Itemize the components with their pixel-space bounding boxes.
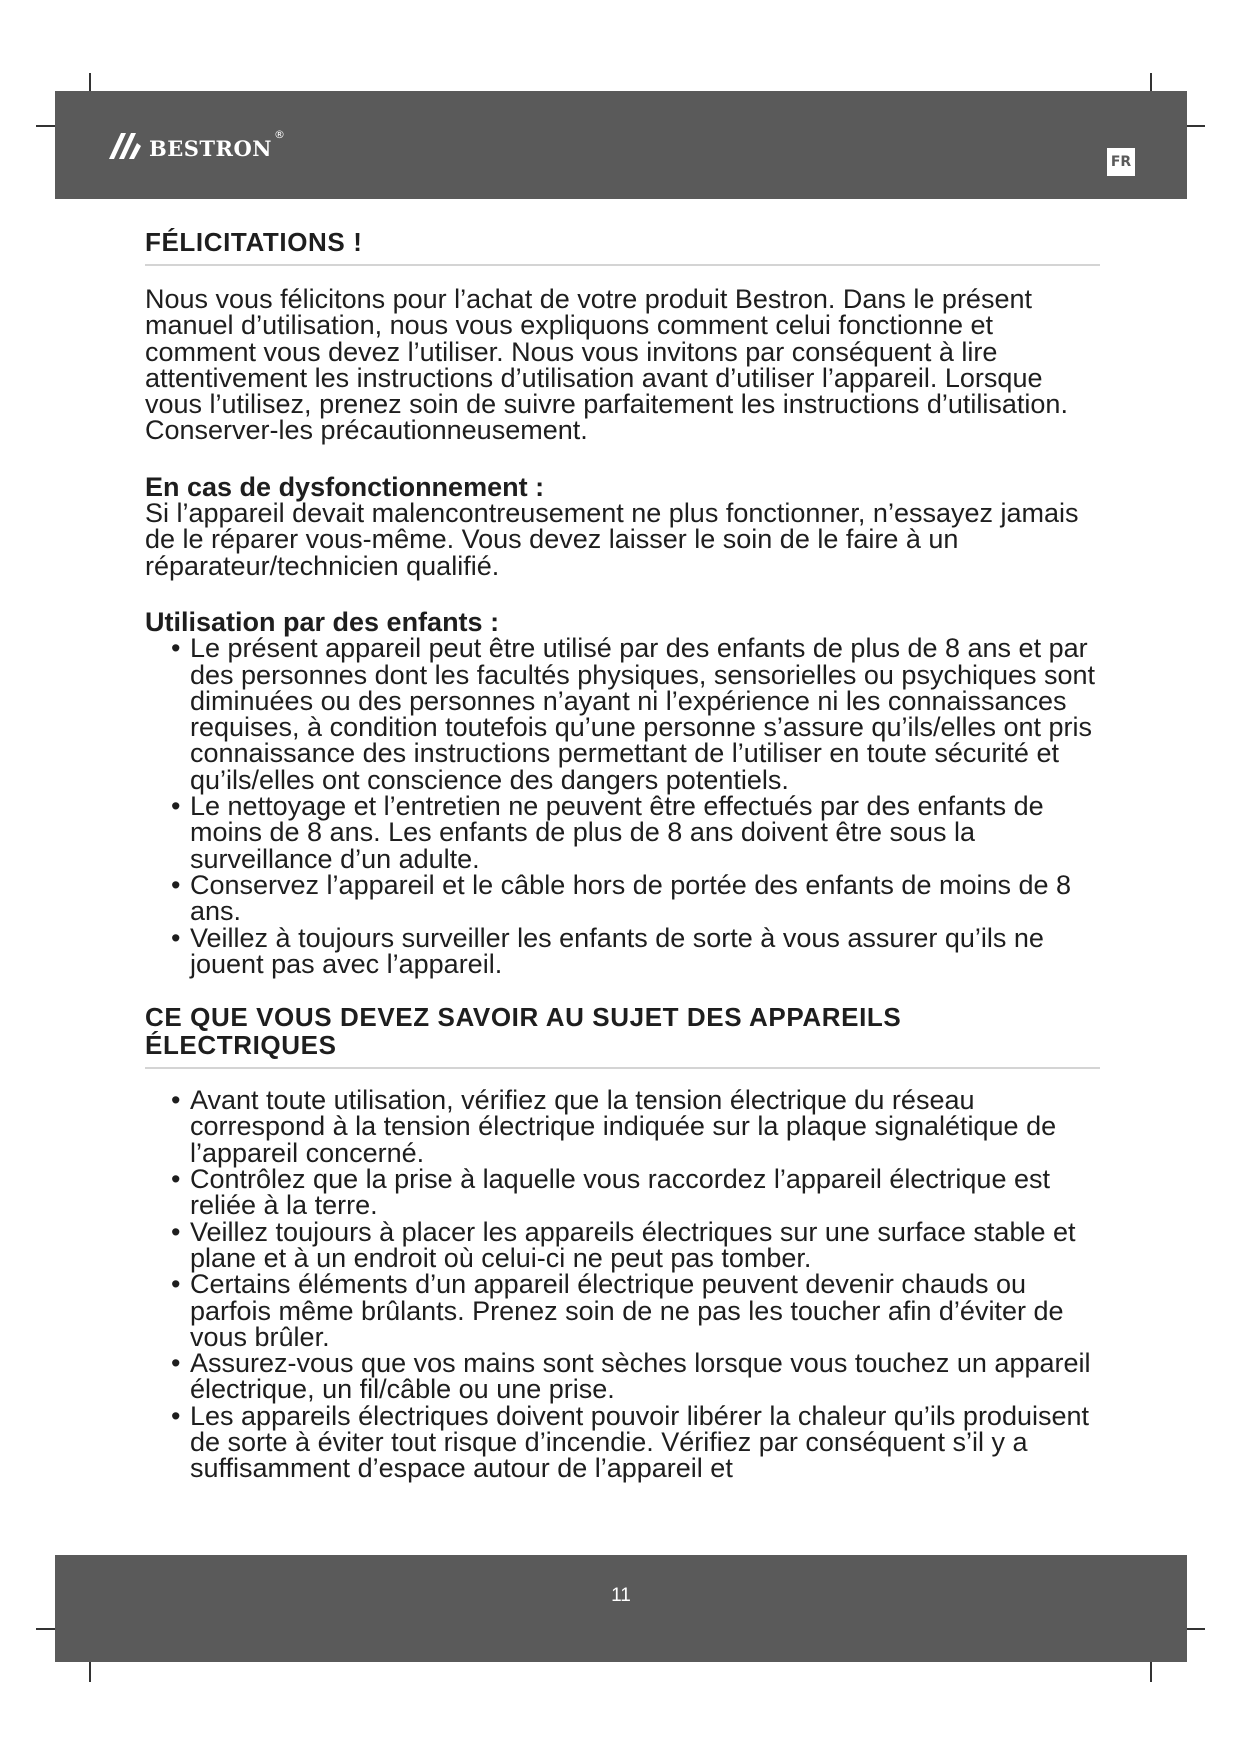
list-item: • Conservez l’appareil et le câble hors de portée des enfants de moins de 8 ans. — [171, 869, 1072, 927]
page-number: 11 — [611, 1585, 631, 1606]
intro-paragraph: Nous vous félicitons pour l’achat de votre produit Bestron. Dans le présent manuel d’utilisation, nous vous expliquons comment celui fonctionne et comment vous devez l’utiliser. Nous vous invitons par conséquent à lire attentivement les instructions d’utilisation avant d’utiliser l’appareil. Lorsque vous l’utilisez, prenez soin de suivre parfaitement les instructions d’utilisation. Conserver-les précautionneusement. — [145, 284, 1068, 446]
list-item: • Veillez toujours à placer les appareils électriques sur une surface stable et plane et à un endroit où celui-ci ne peut pas tomber. — [171, 1216, 1076, 1273]
list-item: • Avant toute utilisation, vérifiez que la tension électrique du réseau correspond à la tension électrique indiquée sur la plaque signalétique de l’appareil concerné. — [171, 1085, 1057, 1168]
chevron-logo-icon — [107, 129, 143, 163]
list-item: • Le présent appareil peut être utilisé par des enfants de plus de 8 ans et par des personnes dont les facultés physiques, sensorielles ou psychiques sont diminuées ou des personnes n’ayant ni l’expérience ni les connaissances requises, à condition toutefois qu’une personne s’assure qu’ils/elles ont pris connaissance des instructions permettant de l’utiliser en toute sécurité et qu’ils/elles ont conscience des dangers potentiels. — [171, 633, 1096, 795]
list-item: • Contrôlez que la prise à laquelle vous raccordez l’appareil électrique est reliée à la terre. — [171, 1164, 1050, 1221]
page-header — [55, 91, 1187, 199]
section-title-congratulations: FÉLICITATIONS ! — [145, 228, 1100, 266]
section-title-electrical: CE QUE VOUS DEVEZ SAVOIR AU SUJET DES APPAREILS ÉLECTRIQUES — [145, 1003, 1100, 1069]
brand-logo — [107, 121, 285, 171]
electrical-list — [145, 1085, 1100, 1484]
brand-name: bestron — [149, 128, 272, 164]
page-content — [145, 228, 1100, 1482]
list-item: • Le nettoyage et l’entretien ne peuvent être effectués par des enfants de moins de 8 ans. Les enfants de plus de 8 ans doivent être sous la surveillance d’un adulte. — [171, 791, 1044, 874]
malfunction-heading: En cas de dysfonctionnement : — [145, 471, 545, 502]
children-list — [145, 635, 1100, 977]
children-heading: Utilisation par des enfants : — [145, 606, 500, 637]
list-item: • Les appareils électriques doivent pouvoir libérer la chaleur qu’ils produisent de sorte à éviter tout risque d’incendie. Vérifiez par conséquent s’il y a suffisamment d’espace autour de l’appareil et — [171, 1400, 1090, 1484]
list-item: • Veillez à toujours surveiller les enfants de sorte à vous assurer qu’ils ne jouent pas avec l’appareil. — [171, 922, 1044, 979]
list-item: • Assurez-vous que vos mains sont sèches lorsque vous touchez un appareil électrique, un fil/câble ou une prise. — [171, 1348, 1091, 1405]
page-footer — [55, 1555, 1187, 1662]
malfunction-paragraph: Si l’appareil devait malencontreusement ne plus fonctionner, n’essayez jamais de le réparer vous-même. Vous devez laisser le soin de le faire à un réparateur/technicien qualifié. — [145, 498, 1079, 581]
list-item: • Certains éléments d’un appareil électrique peuvent devenir chauds ou parfois même brûlants. Prenez soin de ne pas les toucher afin d’éviter de vous brûler. — [171, 1269, 1064, 1352]
language-badge: FR — [1107, 148, 1135, 176]
registered-mark: ® — [274, 127, 285, 141]
